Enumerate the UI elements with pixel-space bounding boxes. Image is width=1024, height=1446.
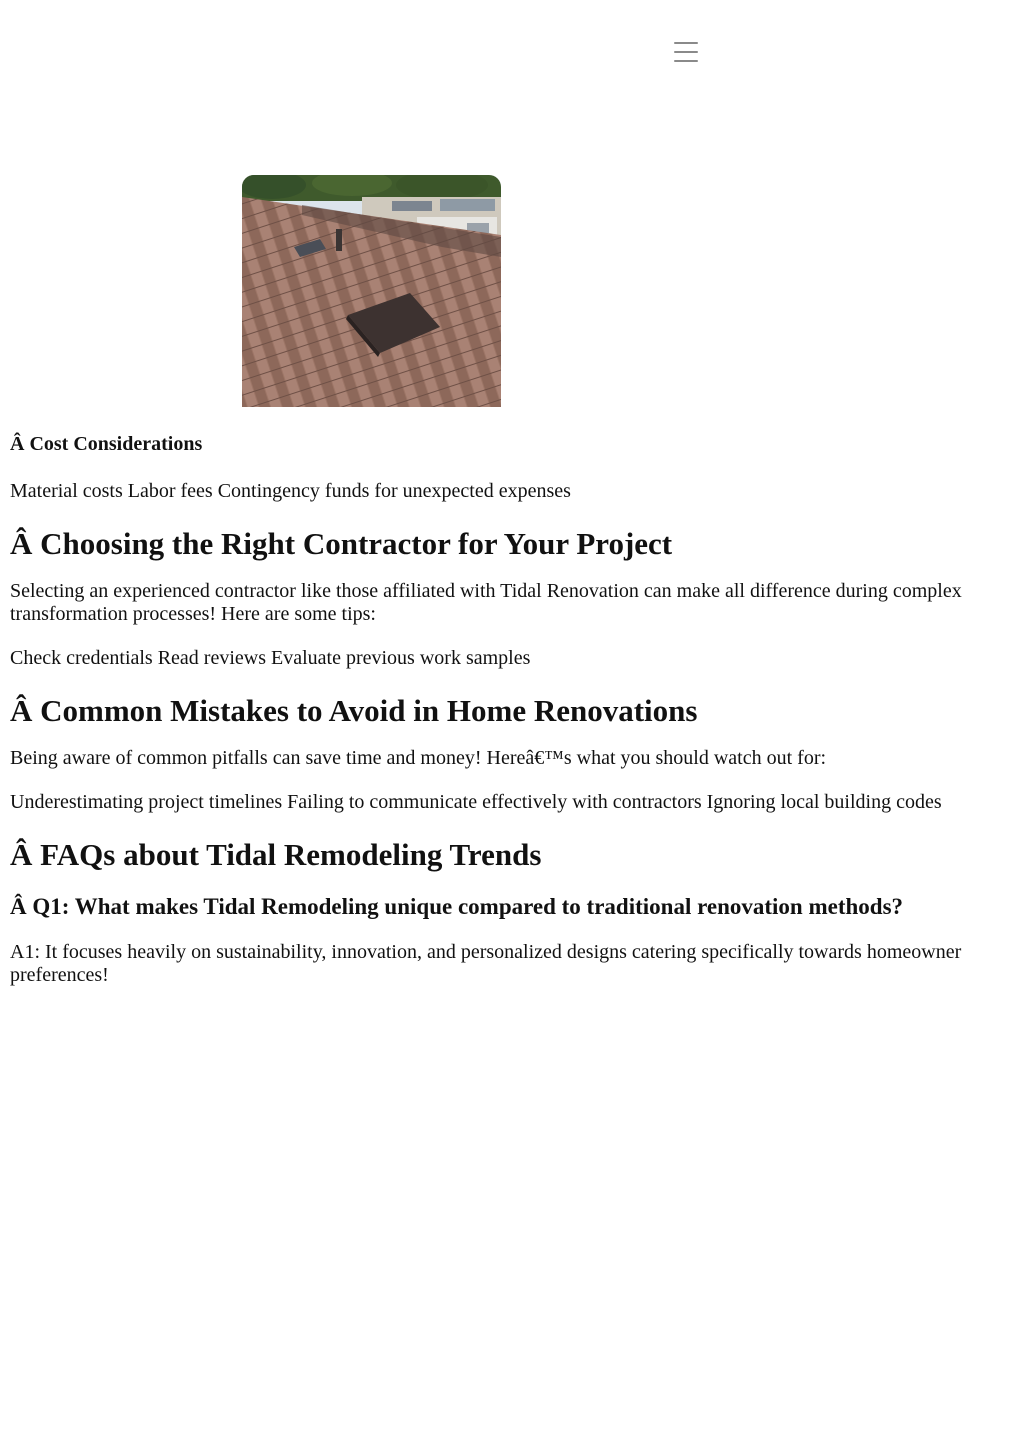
common-mistakes-heading: Â Common Mistakes to Avoid in Home Renovations <box>10 693 698 728</box>
cost-considerations-list: Material costs Labor fees Contingency funds for unexpected expenses <box>10 480 571 502</box>
menu-bar-bottom <box>674 60 698 62</box>
faqs-heading: Â FAQs about Tidal Remodeling Trends <box>10 837 542 872</box>
roof-photo <box>242 175 501 407</box>
common-mistakes-intro: Being aware of common pitfalls can save time and money! Hereâ€™s what you should watch out for: <box>10 747 827 769</box>
common-mistakes-list: Underestimating project timelines Failing to communicate effectively with contractors Ignoring local building codes <box>10 791 942 813</box>
faq-answer-1: A1: It focuses heavily on sustainability, innovation, and personalized designs catering specifically towards homeowner preferences! <box>10 941 962 986</box>
hamburger-menu-icon[interactable] <box>672 38 700 66</box>
cost-considerations-heading: Â Cost Considerations <box>10 433 203 455</box>
article-content <box>10 428 1010 1008</box>
menu-bar-middle <box>674 51 698 53</box>
choosing-contractor-intro: Selecting an experienced contractor like those affiliated with Tidal Renovation can make all difference during complex transformation processes! Here are some tips: <box>10 580 962 625</box>
choosing-contractor-heading: Â Choosing the Right Contractor for Your Project <box>10 526 673 561</box>
faq-question-1: Â Q1: What makes Tidal Remodeling unique compared to traditional renovation methods? <box>10 894 904 919</box>
menu-bar-top <box>674 42 698 44</box>
choosing-contractor-tips: Check credentials Read reviews Evaluate previous work samples <box>10 647 531 669</box>
